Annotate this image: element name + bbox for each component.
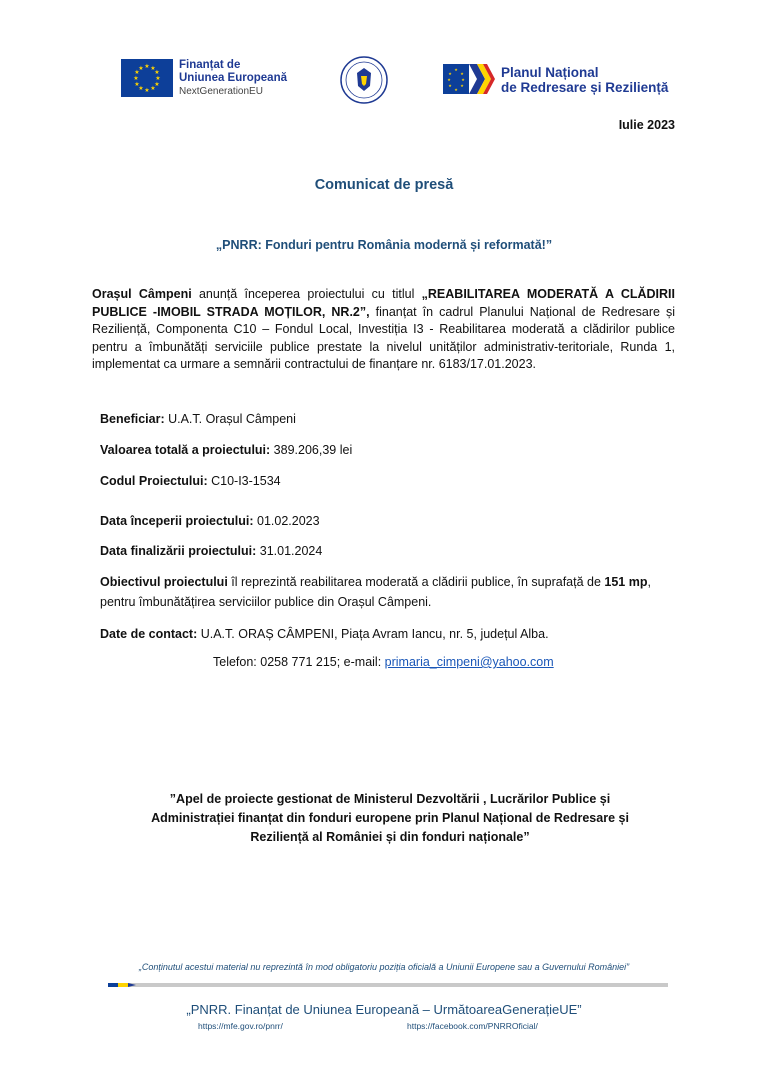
svg-text:★: ★ [138, 65, 144, 72]
contact-field [100, 625, 549, 643]
beneficiary-label: Beneficiar: [100, 412, 165, 426]
end-date-label: Data finalizării proiectului: [100, 544, 257, 558]
code-value: C10-I3-1534 [207, 474, 281, 488]
phone-line [213, 655, 554, 669]
phone-text: Telefon: 0258 771 215; e-mail: [213, 655, 385, 669]
document-date: Iulie 2023 [618, 118, 675, 132]
value-field [100, 441, 352, 459]
eu-funding-text [179, 59, 287, 98]
svg-text:★: ★ [154, 81, 160, 88]
objective-paragraph [100, 572, 680, 612]
press-motto: „PNRR: Fonduri pentru România modernă și reformată!” [215, 238, 553, 252]
pnrr-line1: Planul Național [501, 65, 599, 80]
end-date-value: 31.01.2024 [256, 544, 323, 558]
eu-line2: Uniunea Europeană [179, 72, 287, 84]
svg-text:★: ★ [134, 69, 140, 76]
page-title: Comunicat de presă [314, 177, 454, 193]
objective-label: Obiectivul proiectului [100, 575, 228, 589]
svg-text:★: ★ [138, 85, 144, 92]
svg-text:★: ★ [155, 75, 161, 82]
svg-text:★: ★ [448, 83, 452, 88]
svg-text:★: ★ [447, 77, 451, 82]
code-field [100, 472, 281, 490]
objective-text-2: , pentru îmbunătățirea serviciilor publice din Orașul Câmpeni. [100, 575, 651, 609]
romanian-government-crest-icon [340, 56, 388, 104]
svg-text:★: ★ [460, 71, 464, 76]
footer-disclaimer: „Conținutul acestui material nu reprezintă în mod obligatoriu poziția oficială a Uniunii Europene sau a Guvernului României” [138, 962, 630, 972]
eu-flag-logo [121, 59, 173, 97]
intro-text-2: finanțat în cadrul Planului Național de Redresare și Reziliență, Componenta C10 – Fondul Local, Investiția I3 - Reabilitarea moderată a clădirilor publice pentru a îmbunătăți serviciile publice prestate la nivelul unităților administrativ-teritoriale, Runda 1, implementat ca urmare a semnării contractului de finanțare nr. 6183/17.01.2023. [92, 304, 675, 372]
appeal-line3: Reziliență al României și din fonduri naționale” [250, 830, 530, 844]
svg-text:★: ★ [150, 85, 156, 92]
svg-text:★: ★ [460, 83, 464, 88]
start-date-label: Data începerii proiectului: [100, 514, 254, 528]
objective-text-1: îl reprezintă reabilitarea moderată a clădirii publice, în suprafață de [227, 575, 605, 589]
pnrr-line2: de Redresare și Reziliență [501, 80, 669, 95]
intro-paragraph [92, 286, 675, 374]
appeal-text [100, 790, 680, 847]
eu-line3: NextGenerationEU [179, 86, 263, 97]
end-date-field [100, 542, 322, 560]
pnrr-title-text [501, 65, 668, 95]
contact-value: U.A.T. ORAȘ CÂMPENI, Piața Avram Iancu, nr. 5, județul Alba. [197, 627, 549, 641]
svg-text:★: ★ [144, 63, 150, 70]
beneficiary-value: U.A.T. Orașul Câmpeni [164, 412, 296, 426]
project-title: „REABILITAREA MODERATĂ A CLĂDIRII PUBLICE -IMOBIL STRADA MOȚILOR, NR.2”, [92, 287, 675, 319]
appeal-line2: Administrației finanțat din fonduri europene prin Planul Național de Redresare și [151, 811, 629, 825]
contact-label: Date de contact: [100, 627, 198, 641]
svg-text:★: ★ [461, 77, 465, 82]
eu-line1: Finanțat de [179, 59, 241, 71]
start-date-field [100, 512, 320, 530]
value-value: 389.206,39 lei [270, 443, 353, 457]
footer-divider [108, 981, 668, 989]
pnrr-logo-icon [443, 62, 495, 96]
beneficiary-field [100, 410, 296, 428]
svg-text:★: ★ [154, 69, 160, 76]
start-date-value: 01.02.2023 [253, 514, 320, 528]
mfe-link[interactable]: https://mfe.gov.ro/pnrr/ [198, 1021, 283, 1031]
svg-text:★: ★ [448, 71, 452, 76]
svg-text:★: ★ [133, 75, 139, 82]
svg-text:★: ★ [454, 67, 458, 72]
objective-area: 151 mp [604, 575, 648, 589]
code-label: Codul Proiectului: [100, 474, 208, 488]
svg-text:★: ★ [144, 87, 150, 94]
intro-text-1: anunță începerea proiectului cu titlul [191, 287, 422, 301]
footer-motto: „PNRR. Finanțat de Uniunea Europeană – UrmătoareaGenerațieUE” [186, 1002, 582, 1017]
email-link[interactable]: primaria_cimpeni@yahoo.com [384, 655, 554, 669]
appeal-line1: ”Apel de proiecte gestionat de Ministerul Dezvoltării , Lucrărilor Publice și [169, 792, 611, 806]
value-label: Valoarea totală a proiectului: [100, 443, 271, 457]
svg-text:★: ★ [454, 87, 458, 92]
city-name: Orașul Câmpeni [92, 287, 192, 301]
svg-text:★: ★ [134, 81, 140, 88]
facebook-link[interactable]: https://facebook.com/PNRROficial/ [407, 1021, 538, 1031]
svg-text:★: ★ [150, 65, 156, 72]
